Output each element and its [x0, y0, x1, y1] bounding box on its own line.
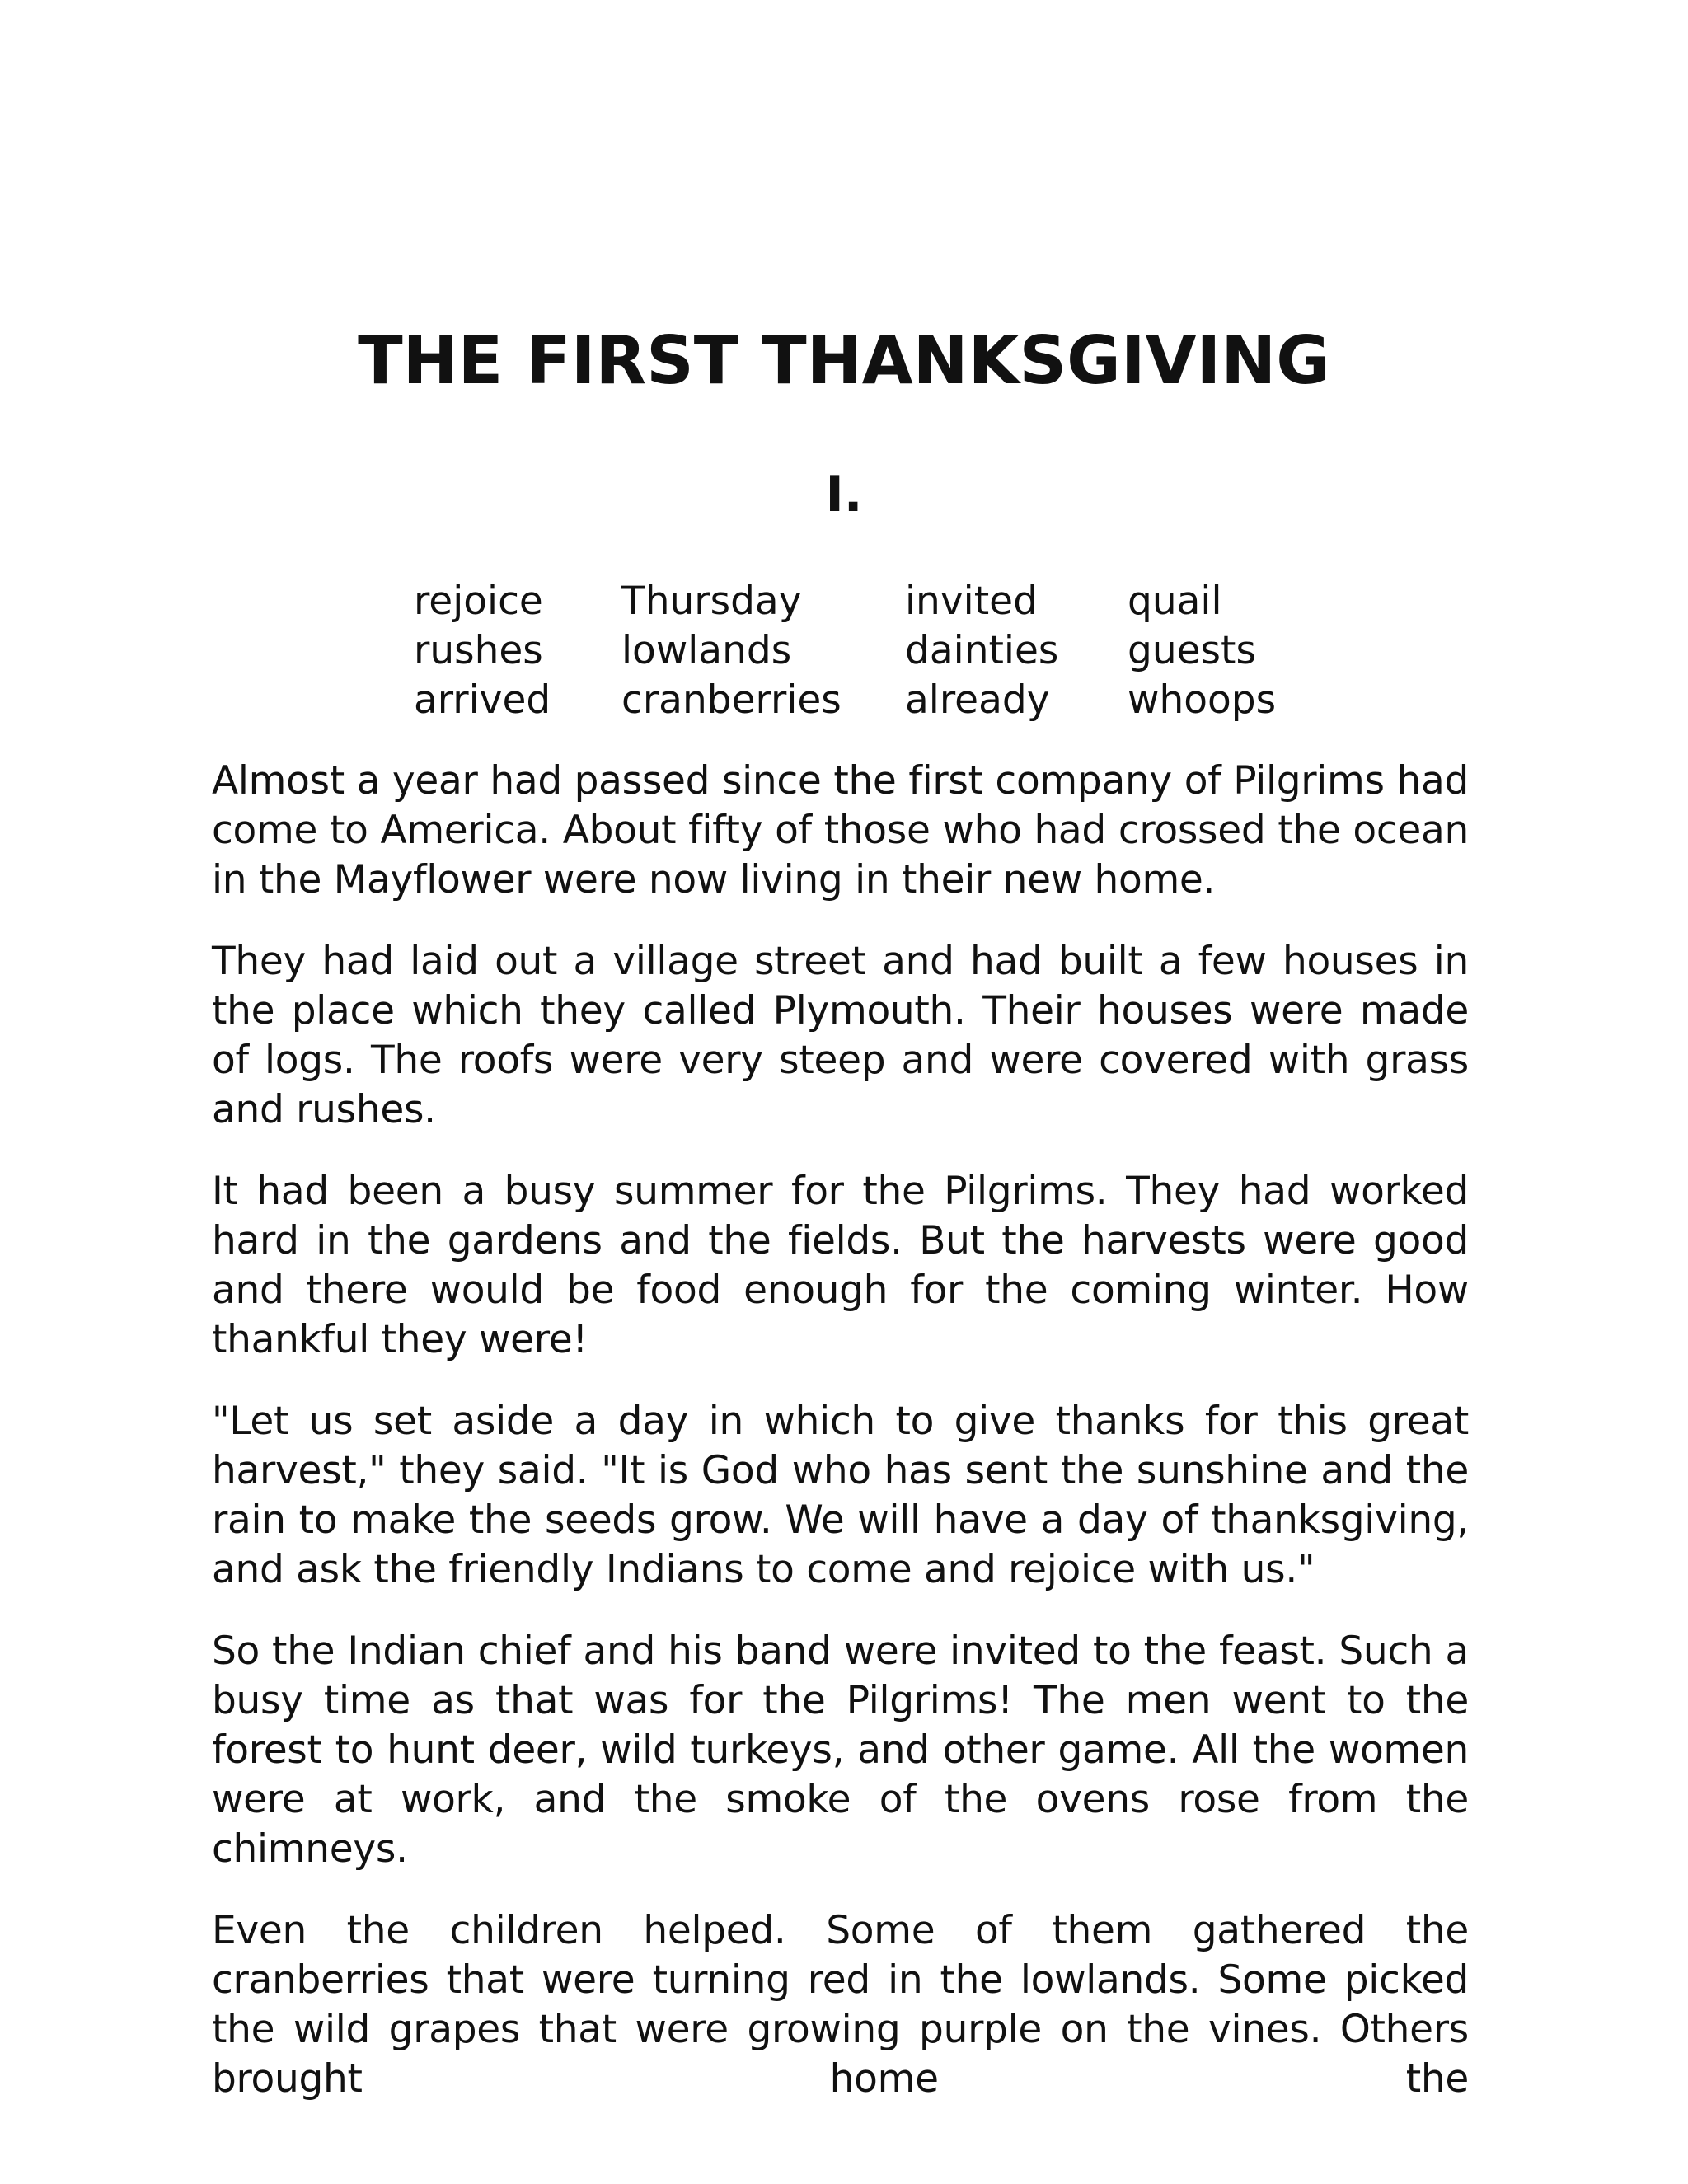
story-body — [212, 757, 1469, 2104]
page-title: THE FIRST THANKSGIVING — [358, 322, 1330, 399]
vocabulary-word: rejoice — [414, 579, 543, 624]
vocabulary-word: Thursday — [621, 579, 802, 624]
paragraph: So the Indian chief and his band were invited to the feast. Such a busy time as that was for the Pilgrims! The men went to the forest to hunt deer, wild turkeys, and other game. All the women were at work, and the smoke of the ovens rose from the chimneys. — [212, 1629, 1469, 1872]
paragraph: Almost a year had passed since the first company of Pilgrims had come to America. About fifty of those who had crossed the ocean in the Mayflower were now living in their new home. — [212, 758, 1469, 902]
vocabulary-word: lowlands — [621, 628, 792, 673]
vocabulary-word: dainties — [905, 628, 1059, 673]
vocabulary-word: arrived — [414, 677, 551, 723]
paragraph: It had been a busy summer for the Pilgrims. They had worked hard in the gardens and the fields. But the harvests were good and there would be food enough for the coming winter. How thankful they were! — [212, 1169, 1469, 1362]
vocabulary-row — [414, 626, 1276, 676]
paragraph: "Let us set aside a day in which to give thanks for this great harvest," they said. "It is God who has sent the sunshine and the rain to make the seeds grow. We will have a day of thanksgiving, and ask the friendly Indians to come and rejoice with us." — [212, 1399, 1469, 1592]
paragraph: Even the children helped. Some of them gathered the cranberries that were turning red in the lowlands. Some picked the wild grapes that were growing purple on the vines. Others brought home the — [212, 1908, 1469, 2102]
vocabulary-row — [414, 577, 1276, 626]
vocabulary-word: guests — [1128, 628, 1256, 673]
vocabulary-word: invited — [905, 579, 1038, 624]
vocabulary-table — [414, 577, 1276, 725]
vocabulary-row — [414, 676, 1276, 725]
paragraph: They had laid out a village street and had built a few houses in the place which they called Plymouth. Their houses were made of logs. The roofs were very steep and were covered with grass and rushes. — [212, 939, 1469, 1132]
section-number: I. — [825, 466, 863, 523]
vocabulary-word: quail — [1128, 579, 1222, 624]
vocabulary-word: rushes — [414, 628, 543, 673]
vocabulary-word: cranberries — [621, 677, 842, 723]
vocabulary-word: already — [905, 677, 1050, 723]
vocabulary-word: whoops — [1128, 677, 1277, 723]
